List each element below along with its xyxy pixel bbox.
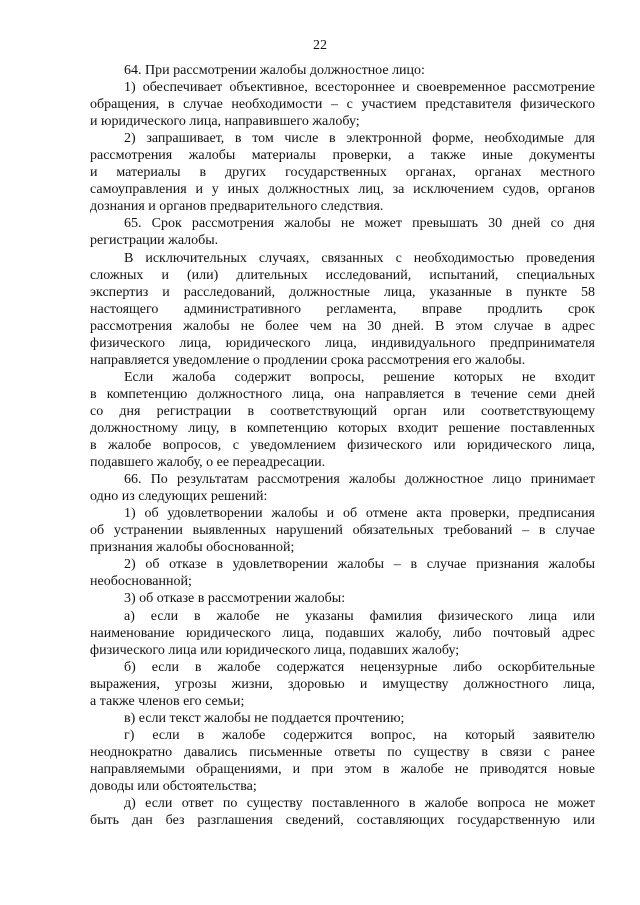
text-line: 66. По результатам рассмотрения жалобы должностное лицо принимает (124, 472, 595, 488)
text-line: самоуправления и у иных должностных лиц, за исключением судов, органов (90, 182, 595, 198)
text-line: б) если в жалобе содержатся нецензурные либо оскорбительные (124, 659, 595, 675)
text-line: обращения, в случае необходимости – с участием представителя физического (90, 97, 595, 113)
text-line: 1) об удовлетворении жалобы и об отмене акта проверки, предписания (124, 506, 595, 522)
text-line: в жалобе вопросов, с уведомлением физического или юридического лица, (90, 438, 595, 454)
text-line: и юридического лица, направившего жалобу; (90, 114, 360, 130)
text-line: выражения, угрозы жизни, здоровью и имуществу должностного лица, (90, 676, 595, 692)
text-line: сложных и (или) длительных исследований, испытаний, специальных (90, 267, 595, 283)
text-line: необоснованной; (90, 574, 192, 590)
text-line: а) если в жалобе не указаны фамилия физического лица или (124, 608, 595, 624)
text-line: регистрации жалобы. (90, 233, 219, 249)
text-line: а также членов его семьи; (90, 693, 245, 709)
text-line: физического лица или юридического лица, подавших жалобу; (90, 642, 460, 658)
document-body (90, 62, 595, 829)
text-line: должностному лицу, в компетенцию которых входит решение поставленных (90, 420, 595, 436)
text-line: экспертиз и расследований, должностные лица, указанные в пункте 58 (90, 284, 595, 300)
text-line: 3) об отказе в рассмотрении жалобы: (124, 591, 346, 607)
text-line: 2) об отказе в удовлетворении жалобы – в случае признания жалобы (124, 557, 595, 573)
text-line: 2) запрашивает, в том числе в электронной форме, необходимые для (124, 131, 595, 147)
text-line: неоднократно давались письменные ответы по существу в связи с ранее (90, 744, 595, 760)
text-line: и материалы в других государственных органах, органах местного (90, 165, 595, 181)
text-line: об устранении выявленных нарушений обязательных требований – в случае (90, 523, 595, 539)
text-line: физического лица, юридического лица, индивидуального предпринимателя (90, 335, 595, 351)
text-line: быть дан без разглашения сведений, составляющих государственную или (90, 813, 595, 829)
text-line: Если жалоба содержит вопросы, решение которых не входит (124, 369, 595, 385)
text-line: рассмотрения жалобы материалы проверки, а также иные документы (90, 148, 595, 164)
text-line: признания жалобы обоснованной; (90, 540, 295, 556)
text-line: наименование юридического лица, подавших жалобу, либо почтовый адрес (90, 625, 595, 641)
text-line: настоящего административного регламента, вправе продлить срок (90, 301, 595, 317)
text-line: в) если текст жалобы не поддается прочтению; (124, 710, 405, 726)
text-line: со дня регистрации в соответствующий орган или соответствующему (90, 403, 595, 419)
text-line: одно из следующих решений: (90, 489, 268, 505)
text-line: дознания и органов предварительного следствия. (90, 199, 384, 215)
text-line: доводы или обстоятельства; (90, 778, 257, 794)
text-line: в компетенцию должностного лица, она направляется в течение семи дней (90, 386, 595, 402)
page-number: 22 (313, 38, 327, 53)
text-line: д) если ответ по существу поставленного в жалобе вопроса не может (124, 796, 595, 812)
text-line: г) если в жалобе содержится вопрос, на который заявителю (124, 727, 595, 743)
text-line: 1) обеспечивает объективное, всестороннее и своевременное рассмотрение (124, 80, 595, 96)
text-line: В исключительных случаях, связанных с необходимостью проведения (124, 250, 595, 266)
text-line: направляемыми обращениями, и при этом в жалобе не приводятся новые (90, 761, 595, 777)
text-line: направляется уведомление о продлении срока рассмотрения его жалобы. (90, 352, 526, 368)
text-line: подавшего жалобу, о ее переадресации. (90, 455, 326, 471)
text-line: 64. При рассмотрении жалобы должностное лицо: (124, 63, 425, 78)
text-line: 65. Срок рассмотрения жалобы не может превышать 30 дней со дня (124, 216, 595, 232)
text-line: рассмотрения жалобы не более чем на 30 дней. В этом случае в адрес (90, 318, 595, 334)
